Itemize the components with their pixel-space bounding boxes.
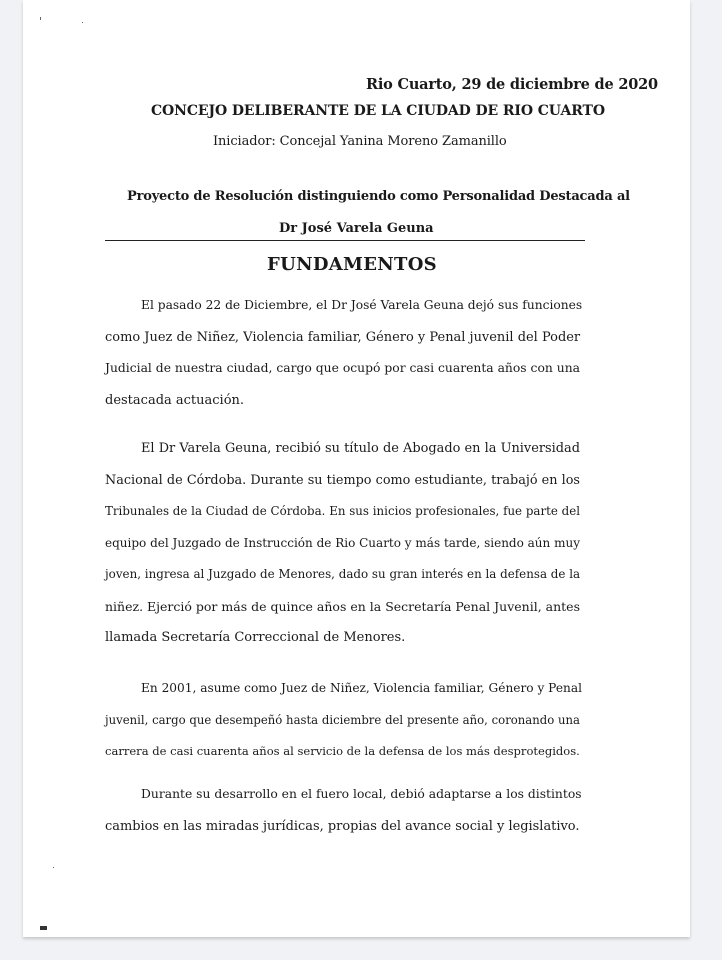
paragraph	[105, 433, 580, 654]
initiator-line: Iniciador: Concejal Yanina Moreno Zamanillo	[213, 134, 507, 149]
paragraph-line: como Juez de Niñez, Violencia familiar, Género y Penal juvenil del Poder	[105, 329, 581, 345]
scan-speck	[53, 867, 54, 868]
project-title: Proyecto de Resolución distinguiendo como Personalidad Destacada al	[127, 189, 630, 204]
paragraph-line: juvenil, cargo que desempeñó hasta diciembre del presente año, coronando una	[105, 712, 580, 727]
paragraph-line: Tribunales de la Ciudad de Córdoba. En sus inicios profesionales, fue parte del	[105, 504, 580, 518]
paragraph-line: Judicial de nuestra ciudad, cargo que ocupó por casi cuarenta años con una	[105, 361, 580, 375]
scan-mark	[40, 926, 47, 930]
paragraph-line: El Dr Varela Geuna, recibió su título de Abogado en la Universidad	[141, 441, 580, 456]
paragraph-line: El pasado 22 de Diciembre, el Dr José Varela Geuna dejó sus funciones	[141, 298, 583, 312]
council-heading: CONCEJO DELIBERANTE DE LA CIUDAD DE RIO CUARTO	[151, 103, 605, 119]
paragraph-line: niñez. Ejerció por más de quince años en la Secretaría Penal Juvenil, antes	[105, 598, 580, 614]
project-subtitle: Dr José Varela Geuna	[279, 221, 434, 236]
paragraph	[105, 290, 583, 416]
paragraph	[105, 779, 580, 842]
date-line: Rio Cuarto, 29 de diciembre de 2020	[366, 76, 658, 93]
paragraph-line: llamada Secretaría Correccional de Menores.	[105, 630, 406, 645]
paragraph-line: equipo del Juzgado de Instrucción de Rio Cuarto y más tarde, siendo aún muy	[105, 535, 580, 550]
paragraph-line: joven, ingresa al Juzgado de Menores, dado su gran interés en la defensa de la	[105, 567, 581, 581]
paragraph	[105, 673, 580, 768]
paragraph-line: cambios en las miradas jurídicas, propias del avance social y legislativo.	[105, 818, 580, 834]
horizontal-rule	[105, 240, 585, 241]
paragraph-line: Nacional de Córdoba. Durante su tiempo como estudiante, trabajó en los	[105, 472, 580, 488]
paragraph-line: Durante su desarrollo en el fuero local, debió adaptarse a los distintos	[141, 787, 582, 801]
paragraph-line: destacada actuación.	[105, 392, 245, 408]
paragraph-line: carrera de casi cuarenta años al servicio de la defensa de los más desprotegidos.	[105, 744, 580, 758]
paragraph-line: En 2001, asume como Juez de Niñez, Violencia familiar, Género y Penal	[141, 681, 582, 695]
scan-speck	[82, 22, 83, 23]
document-page	[23, 0, 690, 937]
section-title: FUNDAMENTOS	[267, 254, 437, 275]
scan-speck	[40, 17, 41, 20]
